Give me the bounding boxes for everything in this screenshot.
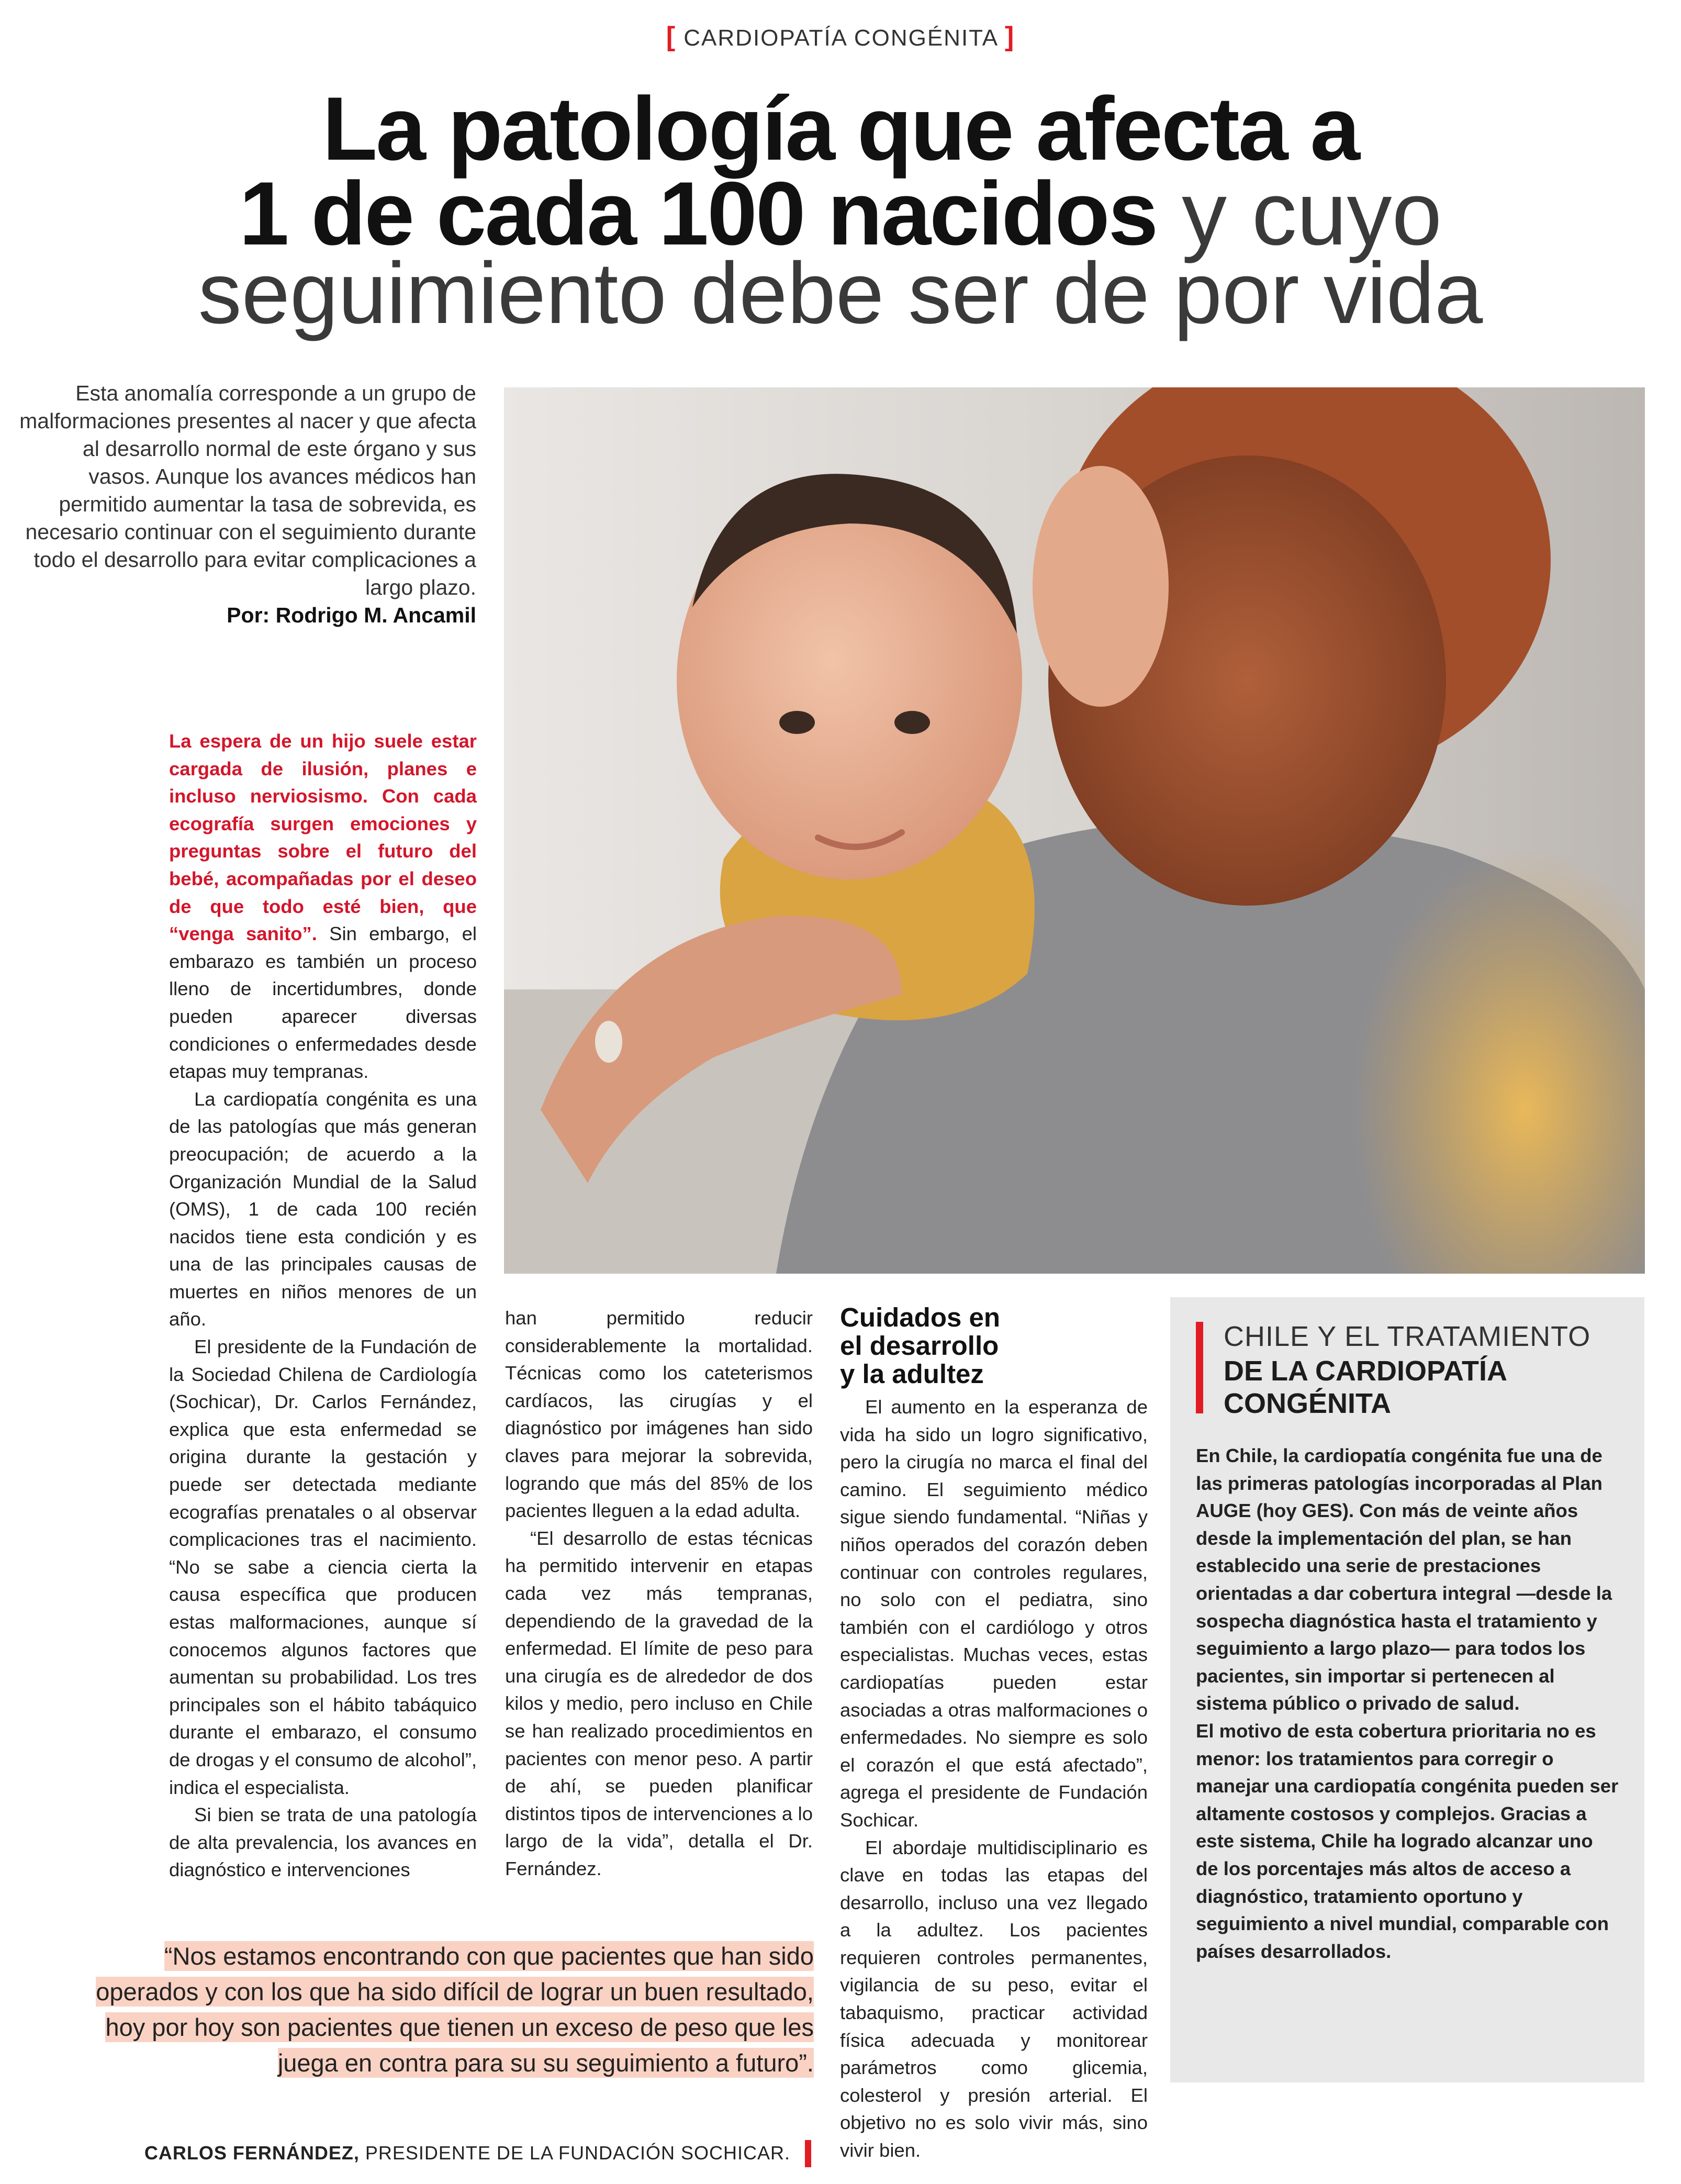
paragraph-tecnicas: “El desarrollo de estas técnicas ha permitido intervenir en etapas cada vez más tempranas, dependiendo de la gravedad de la enfermedad. El límite de peso para una cirugía es de alrededor de dos kilos y medio, pero incluso en Chile se han realizado procedimientos en pacientes con menor peso. A partir de ahí, se pueden planificar distintos tipos de intervenciones a lo largo de la vida”, detalla el Dr. Fernández. [505, 1527, 813, 1879]
intro-red-text: La espera de un hijo suele estar cargada de ilusión, planes e incluso nerviosismo. Con cada ecografía surgen emociones y preguntas sobre el futuro del bebé, acompañadas por el deseo de que todo esté bien, que “venga sanito”. [169, 730, 477, 945]
intro-rest-text: Sin embargo, el embarazo es también un proceso lleno de incertidumbres, donde pueden aparecer diversas condiciones o enfermedades desde etapas muy tempranas. [169, 923, 477, 1083]
sidebar-title-bold-line-2: CONGÉNITA [1224, 1388, 1391, 1419]
paragraph-oms: La cardiopatía congénita es una de las patologías que más generan preocupación; de acuerdo a la Organización Mundial de la Salud (OMS), 1 de cada 100 recién nacidos tiene esta condición y es una de las principales causas de muertes en niños menores de un año. [169, 1088, 477, 1330]
paragraph-mortalidad: han permitido reducir considerablemente la mortalidad. Técnicas como los cateterismos cardíacos, las cirugías y el diagnóstico por imágenes han sido claves para mejorar la sobrevida, logrando que más del 85% de los pacientes lleguen a la edad adulta. [505, 1307, 813, 1522]
baby-eye-left [779, 711, 815, 734]
pull-quote-text: “Nos estamos encontrando con que pacientes que han sido operados y con los que ha sido difícil de lograr un buen resultado, hoy por hoy son pacientes que tienen un exceso de peso que les juega en contra para su su seguimiento a futuro”. [96, 1942, 814, 2077]
pull-quote [58, 1938, 814, 2081]
cuidados-heading-line-1: Cuidados en [840, 1302, 1001, 1332]
cuidados-heading-line-3: y la adultez [840, 1359, 984, 1389]
cuidados-heading-line-2: el desarrollo [840, 1331, 999, 1361]
sidebar-title-bold [1224, 1355, 1507, 1420]
headline-line-2-bold: 1 de cada 100 nacidos [239, 163, 1157, 264]
photo-illustration [504, 387, 1645, 1274]
sidebar-title-light: CHILE Y EL TRATAMIENTO [1224, 1321, 1591, 1352]
sidebar-title-bold-line-1: DE LA CARDIOPATÍA [1224, 1355, 1507, 1387]
byline: Por: Rodrigo M. Ancamil [227, 603, 476, 627]
wedding-ring [595, 1021, 622, 1063]
baby-eye-right [894, 711, 930, 734]
headline-line-1: La patología que afecta a [322, 79, 1359, 179]
attribution-accent-bar [805, 2140, 811, 2167]
paragraph-sochicar: El presidente de la Fundación de la Sociedad Chilena de Cardiología (Sochicar), Dr. Carlos Fernández, explica que esta enfermedad se origina durante la gestación y puede ser detectada mediante ecografías prenatales o al observar complicaciones tras el nacimiento. “No se sabe a ciencia cierta la causa específica que producen estas malformaciones, aunque sí conocemos algunos factores que aumentan su probabilidad. Los tres principales son el hábito tabáquico durante el embarazo, el consumo de drogas y el consumo de alcohol”, indica el especialista. [169, 1336, 477, 1798]
sidebar-paragraph-cobertura: El motivo de esta cobertura prioritaria no es menor: los tratamientos para corregir o manejar una cardiopatía congénita pueden ser altamente costosos y complejos. Gracias a este sistema, Chile ha logrado alcanzar uno de los porcentajes más altos de acceso a diagnóstico, tratamiento oportuno y seguimiento a nivel mundial, comparable con países desarrollados. [1196, 1720, 1619, 1962]
lead-paragraph [16, 380, 476, 629]
father-ear-cheek [1033, 466, 1169, 707]
body-column-1 [169, 728, 477, 1884]
section-label: CARDIOPATÍA CONGÉNITA [683, 25, 998, 51]
cuidados-heading [840, 1303, 1148, 1388]
paragraph-multidisciplinario: El abordaje multidisciplinario es clave en todas las etapas del desarrollo, incluso una vez llegado a la adultez. Los pacientes requieren controles permanentes, vigilancia de su peso, evitar el tabaquismo, practicar actividad física adecuada y monitorear parámetros como glicemia, colesterol y presión arterial. El objetivo no es solo vivir más, sino vivir bien. [840, 1836, 1148, 2161]
body-column-2 [505, 1305, 813, 1882]
lead-text: Esta anomalía corresponde a un grupo de malformaciones presentes al nacer y que afecta al desarrollo normal de este órgano y sus vasos. Aunque los avances médicos han permitido aumentar la tasa de sobrevida, es necesario continuar con el seguimiento durante todo el desarrollo para evitar complicaciones a largo plazo. [19, 381, 476, 599]
bracket-close: ] [1004, 21, 1015, 52]
attribution-name: CARLOS FERNÁNDEZ, [144, 2142, 360, 2164]
headline-line-3: seguimiento debe ser de por vida [198, 245, 1483, 342]
headline-line-2-light: y cuyo [1157, 163, 1442, 264]
bracket-open: [ [666, 21, 677, 52]
sidebar-accent-bar [1196, 1322, 1203, 1413]
sidebar-body [1196, 1442, 1620, 1965]
section-tag [0, 21, 1681, 52]
sidebar-paragraph-auge: En Chile, la cardiopatía congénita fue una de las primeras patologías incorporadas al Plan AUGE (hoy GES). Con más de veinte años desde la implementación del plan, se han establecido una serie de prestaciones orientadas a dar cobertura integral —desde la sospecha diagnóstica hasta el tratamiento y seguimiento a largo plazo— para todos los pacientes, sin importar si pertenecen al sistema público o privado de salud. [1196, 1445, 1612, 1714]
paragraph-prevalencia: Si bien se trata de una patología de alta prevalencia, los avances en diagnóstico e intervenciones [169, 1804, 477, 1881]
quote-attribution [58, 2142, 790, 2164]
body-column-3 [840, 1303, 1148, 2165]
article-photo [504, 387, 1645, 1274]
attribution-role: PRESIDENTE DE LA FUNDACIÓN SOCHICAR. [359, 2142, 790, 2164]
paragraph-seguimiento: El aumento en la esperanza de vida ha sido un logro significativo, pero la cirugía no marca el final del camino. El seguimiento médico sigue siendo fundamental. “Niñas y niños operados del corazón deben continuar con controles regulares, no solo con el pediatra, sino también con el cardiólogo y otros especialistas. Muchas veces, estas cardiopatías pueden estar asociadas a otras malformaciones o enfermedades. No siempre es solo el corazón el que está afectado”, agrega el presidente de Fundación Sochicar. [840, 1396, 1148, 1831]
intro-paragraph [169, 728, 477, 1086]
